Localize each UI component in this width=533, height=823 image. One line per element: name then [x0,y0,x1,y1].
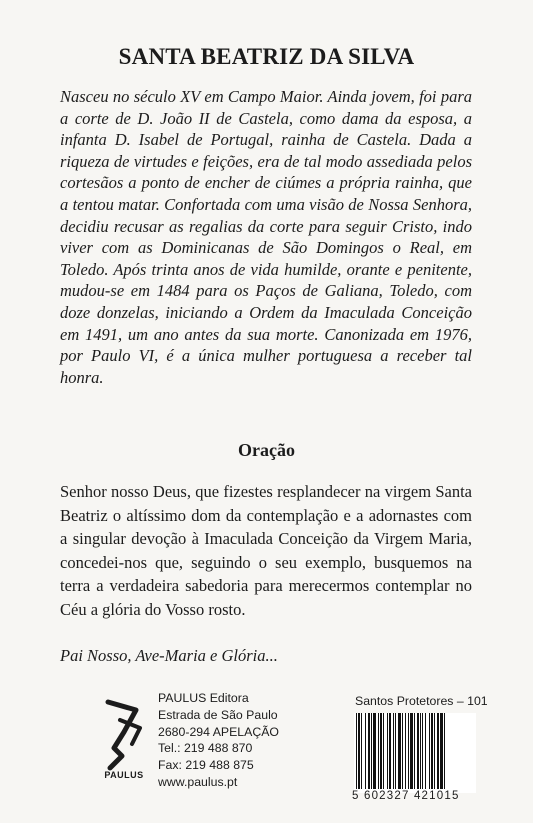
barcode-bar [398,713,401,789]
barcode-bar [410,713,413,789]
closing-prayers: Pai Nosso, Ave-Maria e Glória... [60,646,278,665]
barcode-bar [395,713,396,789]
barcode-bar [437,713,439,789]
barcode-bar [420,713,421,789]
barcode-bar [356,713,357,789]
prayer-text: Senhor nosso Deus, que fizestes resplandecer na virgem Santa Beatriz o altíssimo dom da contemplação e a adornastes com a singular devoção à Imaculada Conceição da Virgem Maria, concedei-nos que, seguindo o seu exemplo, busquemos na terra a verdadeira sabedoria para merecermos contemplar no Céu a glória do Vosso rosto. [60,482,472,619]
barcode-bar [422,713,423,789]
publisher-website: www.paulus.pt [158,774,238,789]
paulus-logo-text: PAULUS [104,770,144,780]
barcode-bar [429,713,430,789]
biography-text: Nasceu no século XV em Campo Maior. Ainda jovem, foi para a corte de D. João II de Castela, como dama da esposa, a infanta D. Isabel de Portugal, rainha de Castela. Dada a riqueza de virtudes e feições, era de tal modo assediada pelos cortesãos a ponto de encher de ciúmes a própria rainha, que a tentou matar. Confortada com uma visão de Nossa Senhora, decidiu recusar as regalias da corte para seguir Cristo, indo viver com as Dominicanas de São Domingos o Real, em Toledo. Após trinta anos de vida humilde, orante e penitente, mudou-se em 1484 para os Paços de Galiana, Toledo, com doze donzelas, iniciando a Ordem da Imaculada Conceição em 1491, um ano antes da sua morte. Canonizada em 1976, por Paulo VI, é a única mulher portuguesa a receber tal honra. [60,87,472,387]
barcode-bar [417,713,419,789]
publisher-street: Estrada de São Paulo [158,707,278,722]
barcode-bar [431,713,433,789]
barcode-bar [387,713,388,789]
publisher-name: PAULUS Editora [158,691,249,705]
barcode-bar [402,713,403,789]
barcode-number: 5 602327 421015 [352,790,460,802]
barcode-bar [358,713,360,789]
publisher-contact [158,690,279,791]
barcode-bar [389,713,391,789]
barcode-bar [373,713,376,789]
barcode-bar [444,713,445,789]
barcode-bar [368,713,370,789]
barcode-bar [365,713,366,789]
prayer-heading: Oração [238,440,295,460]
barcode-bar [405,713,406,789]
barcode-bar [383,713,384,789]
publisher-phone: Tel.: 219 488 870 [158,741,253,756]
barcode-bar [393,713,394,789]
barcode-bar [440,713,443,789]
barcode-bar [434,713,435,789]
publisher-postcode: 2680-294 APELAÇÃO [158,724,279,739]
barcode-bar [361,713,362,789]
barcode [354,713,476,793]
barcode-bar [414,713,415,789]
series-label: Santos Protetores – 101 [355,694,488,708]
barcode-bar [425,713,426,789]
barcode-bar [378,713,379,789]
barcode-bar [371,713,372,789]
page-title: SANTA BEATRIZ DA SILVA [118,44,415,69]
barcode-bar [408,713,409,789]
barcode-bar [380,713,382,789]
publisher-fax: Fax: 219 488 875 [158,758,254,773]
